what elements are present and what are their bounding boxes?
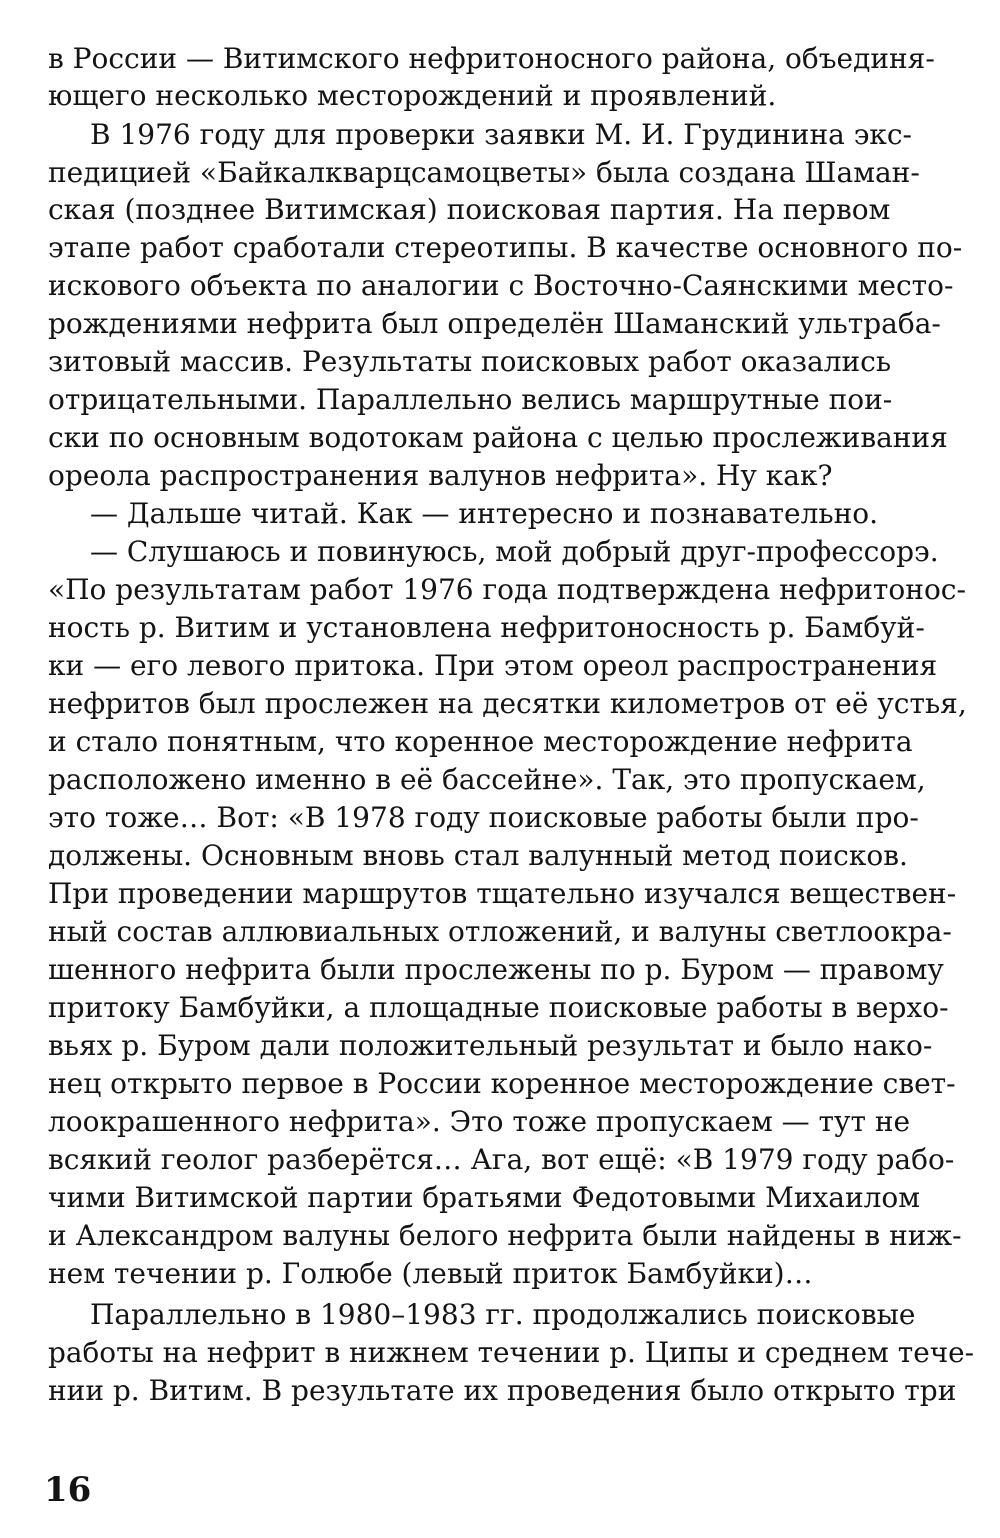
text-line: — Дальше читай. Как — интересно и познавательно. [90,497,879,530]
text-line: При проведении маршрутов тщательно изучался веществен- [48,877,957,910]
text-line: ющего несколько месторождений и проявлений. [48,79,777,112]
text-line: лоокрашенного нефрита». Это тоже пропускаем — тут не [48,1105,911,1138]
text-line: отрицательными. Параллельно велись маршрутные пои- [48,383,893,416]
text-line: Параллельно в 1980–1983 гг. продолжались поисковые [90,1298,916,1331]
text-line: и Александром валуны белого нефрита были найдены в ниж- [48,1219,962,1252]
text-line: ски по основным водотокам района с целью прослеживания [48,421,948,454]
text-line: нец открыто первое в России коренное месторождение свет- [48,1067,956,1100]
text-line: работы на нефрит в нижнем течении р. Ципы и среднем тече- [48,1336,975,1369]
text-line: этапе работ сработали стереотипы. В качестве основного по- [48,231,963,264]
text-line: зитовый массив. Результаты поисковых работ оказались [48,345,892,378]
text-line: нем течении р. Голюбе (левый приток Бамбуйки)… [48,1257,813,1290]
text-line: расположено именно в её бассейне». Так, это пропускаем, [48,763,926,796]
text-line: — Слушаюсь и повинуюсь, мой добрый друг-профессорэ. [90,535,939,568]
text-line: ки — его левого притока. При этом ореол распространения [48,649,938,682]
text-line: и стало понятным, что коренное месторождение нефрита [48,725,913,758]
text-line: вьях р. Буром дали положительный результат и было нако- [48,1029,933,1062]
text-line: нии р. Витим. В результате их проведения было открыто три [48,1374,957,1407]
text-line: чими Витимской партии братьями Федотовыми Михаилом [48,1181,921,1214]
text-line: шенного нефрита были прослежены по р. Буром — правому [48,953,944,986]
text-line: ореола распространения валунов нефрита». Ну как? [48,459,833,492]
text-line: рождениями нефрита был определён Шаманский ультраба- [48,307,941,340]
text-line: ская (позднее Витимская) поисковая партия. На первом [48,193,891,226]
text-line: педицией «Байкалкварцсамоцветы» была создана Шаман- [48,156,920,189]
text-line: «По результатам работ 1976 года подтверждена нефритонос- [48,573,966,606]
text-line: всякий геолог разберётся… Ага, вот ещё: «В 1979 году рабо- [48,1143,955,1176]
text-line: ность р. Витим и установлена нефритоносность р. Бамбуй- [48,611,925,644]
text-line: притоку Бамбуйки, а площадные поисковые работы в верхо- [48,991,949,1024]
text-line: искового объекта по аналогии с Восточно-Саянскими место- [48,269,954,302]
text-line: в России — Витимского нефритоносного района, объединя- [48,42,935,75]
text-line: В 1976 году для проверки заявки М. И. Грудинина экс- [90,118,913,151]
text-line: должены. Основным вновь стал валунный метод поисков. [48,839,908,872]
text-line: это тоже… Вот: «В 1978 году поисковые работы были про- [48,801,919,834]
text-line: нефритов был прослежен на десятки километров от её устья, [48,687,967,720]
page-number: 16 [44,1470,92,1510]
text-line: ный состав аллювиальных отложений, и валуны светлоокра- [48,915,952,948]
